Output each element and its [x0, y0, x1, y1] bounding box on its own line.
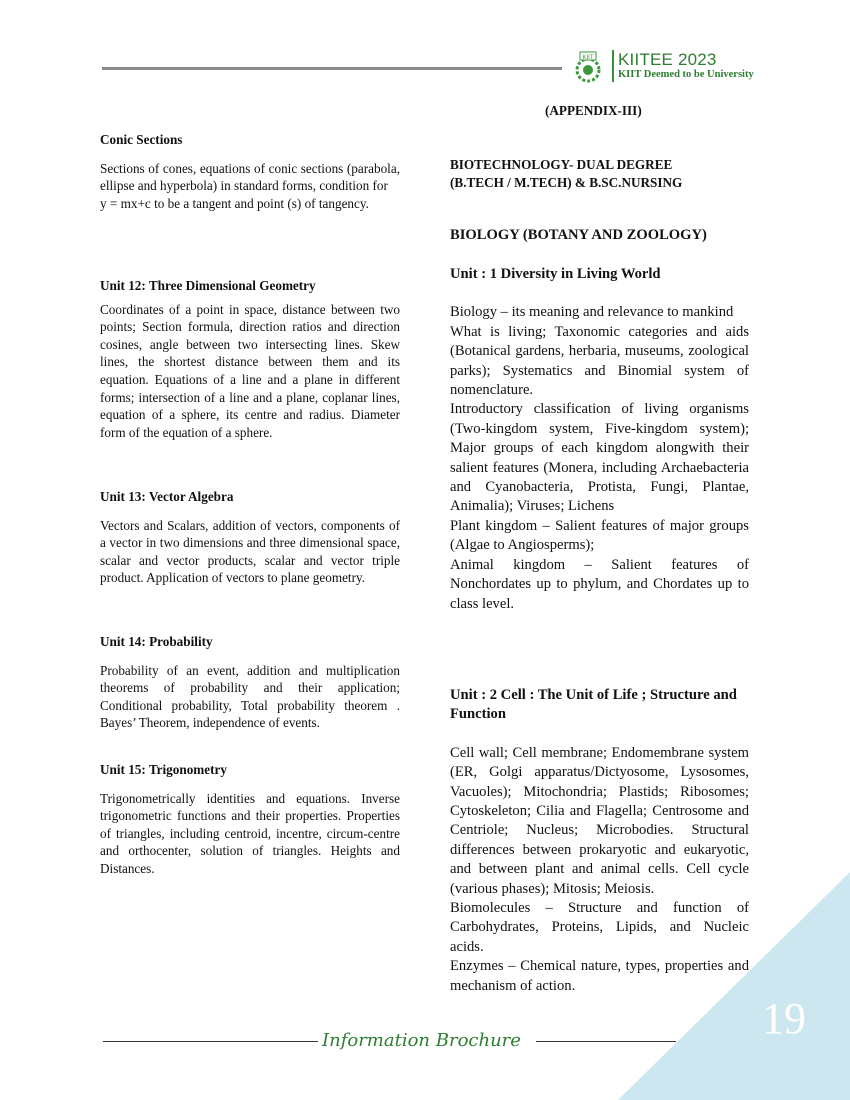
kiit-logo-icon	[566, 50, 610, 84]
unit14-text: Probability of an event, addition and multiplication theorems of probability and their application; Conditional probability, Total probability theorem . Bayes’ Theorem, independence of events.	[100, 662, 400, 731]
page-number: 19	[762, 994, 806, 1043]
unit1-heading: Unit : 1 Diversity in Living World	[450, 266, 661, 282]
programme-title	[450, 156, 749, 192]
appendix-label: (APPENDIX-III)	[545, 103, 642, 118]
unit12-heading: Unit 12: Three Dimensional Geometry	[100, 278, 316, 293]
unit15-heading: Unit 15: Trigonometry	[100, 762, 227, 777]
conic-heading: Conic Sections	[100, 132, 183, 147]
logo-divider	[612, 50, 614, 82]
unit2-text-3: Enzymes – Chemical nature, types, properties and mechanism of action.	[450, 958, 749, 994]
unit1-text-4: Plant kingdom – Salient features of major groups (Algae to Angiosperms);	[450, 517, 749, 554]
unit2-text-1: Cell wall; Cell membrane; Endomembrane system (ER, Golgi apparatus/Dictyosome, Lysosomes, Vacuoles); Mitochondria; Plastids; Ribosomes; Cytoskeleton; Cilia and Flagella; Centrosome and Centriole; Nucleus; Microbodies. Structural differences between prokaryotic and eukaryotic, and between plant and animal cells. Cell cycle (various phases); Mitosis; Meiosis.	[450, 744, 749, 897]
unit1-text-5: Animal kingdom – Salient features of Nonchordates up to phylum, and Chordates up to class level.	[450, 556, 749, 612]
subject-heading-block	[450, 226, 749, 245]
unit13-heading: Unit 13: Vector Algebra	[100, 489, 234, 504]
footer-brochure: Information Brochure	[322, 1030, 521, 1051]
unit1-text-3: Introductory classification of living organisms (Two-kingdom system, Five-kingdom system); Major groups of each kingdom alongwith their salient features (Monera, including Archaebacteria and Cyanobacteria, Protista, Fungi, Plantae, Animalia); Viruses; Lichens	[450, 401, 749, 515]
programme-line-1: BIOTECHNOLOGY- DUAL DEGREE	[450, 157, 673, 172]
section-conic	[100, 131, 400, 212]
section-unit14	[100, 633, 400, 732]
unit12-text: Coordinates of a point in space, distance between two points; Section formula, direction ratios and direction cosines, angle between two intersecting lines. Skew lines, the shortest distance between them and its equation. Equations of a line and a plane in different forms; intersection of a line and a plane, coplanar lines, equation of a sphere, its centre and radius. Diameter form of the equation of a sphere.	[100, 301, 400, 440]
brand-title: KIITEE 2023	[618, 50, 717, 69]
unit2-text-2: Biomolecules – Structure and function of Carbohydrates, Proteins, Lipids, and Nucleic acids.	[450, 900, 749, 955]
unit2-heading: Unit : 2 Cell : The Unit of Life ; Structure and Function	[450, 687, 737, 723]
brand-subtitle: KIIT Deemed to be University	[618, 69, 754, 80]
svg-text:KIIT: KIIT	[582, 55, 594, 61]
subject-heading: BIOLOGY (BOTANY AND ZOOLOGY)	[450, 227, 707, 243]
unit14-heading: Unit 14: Probability	[100, 634, 213, 649]
section-unit13	[100, 488, 400, 587]
section-unit12	[100, 277, 400, 441]
footer-rule-left	[103, 1041, 318, 1042]
unit1-text-1: Biology – its meaning and relevance to mankind	[450, 304, 734, 321]
programme-line-2: (B.TECH / M.TECH) & B.SC.NURSING	[450, 175, 683, 190]
conic-text-1: Sections of cones, equations of conic sections (parabola, ellipse and hyperbola) in standard forms, condition for	[100, 160, 400, 194]
section-unit1	[450, 265, 749, 614]
header-rule	[102, 67, 562, 70]
corner-triangle	[618, 872, 850, 1100]
section-unit15	[100, 761, 400, 878]
footer-rule-right	[536, 1041, 676, 1042]
unit13-text: Vectors and Scalars, addition of vectors, components of a vector in two dimensions and three dimensional space, scalar and vector products, scalar and vector triple product. Application of vectors to plane geometry.	[100, 517, 400, 586]
unit15-text: Trigonometrically identities and equations. Inverse trigonometric functions and their properties. Properties of triangles, including centroid, incentre, circum-centre and orthocenter, solution of triangles. Heights and Distances.	[100, 790, 400, 876]
conic-text-2: y = mx+c to be a tangent and point (s) of tangency.	[100, 195, 369, 211]
unit1-text-2: What is living; Taxonomic categories and aids (Botanical gardens, herbaria, museums, zoological parks); Systematics and Binomial system of nomenclature.	[450, 323, 749, 399]
